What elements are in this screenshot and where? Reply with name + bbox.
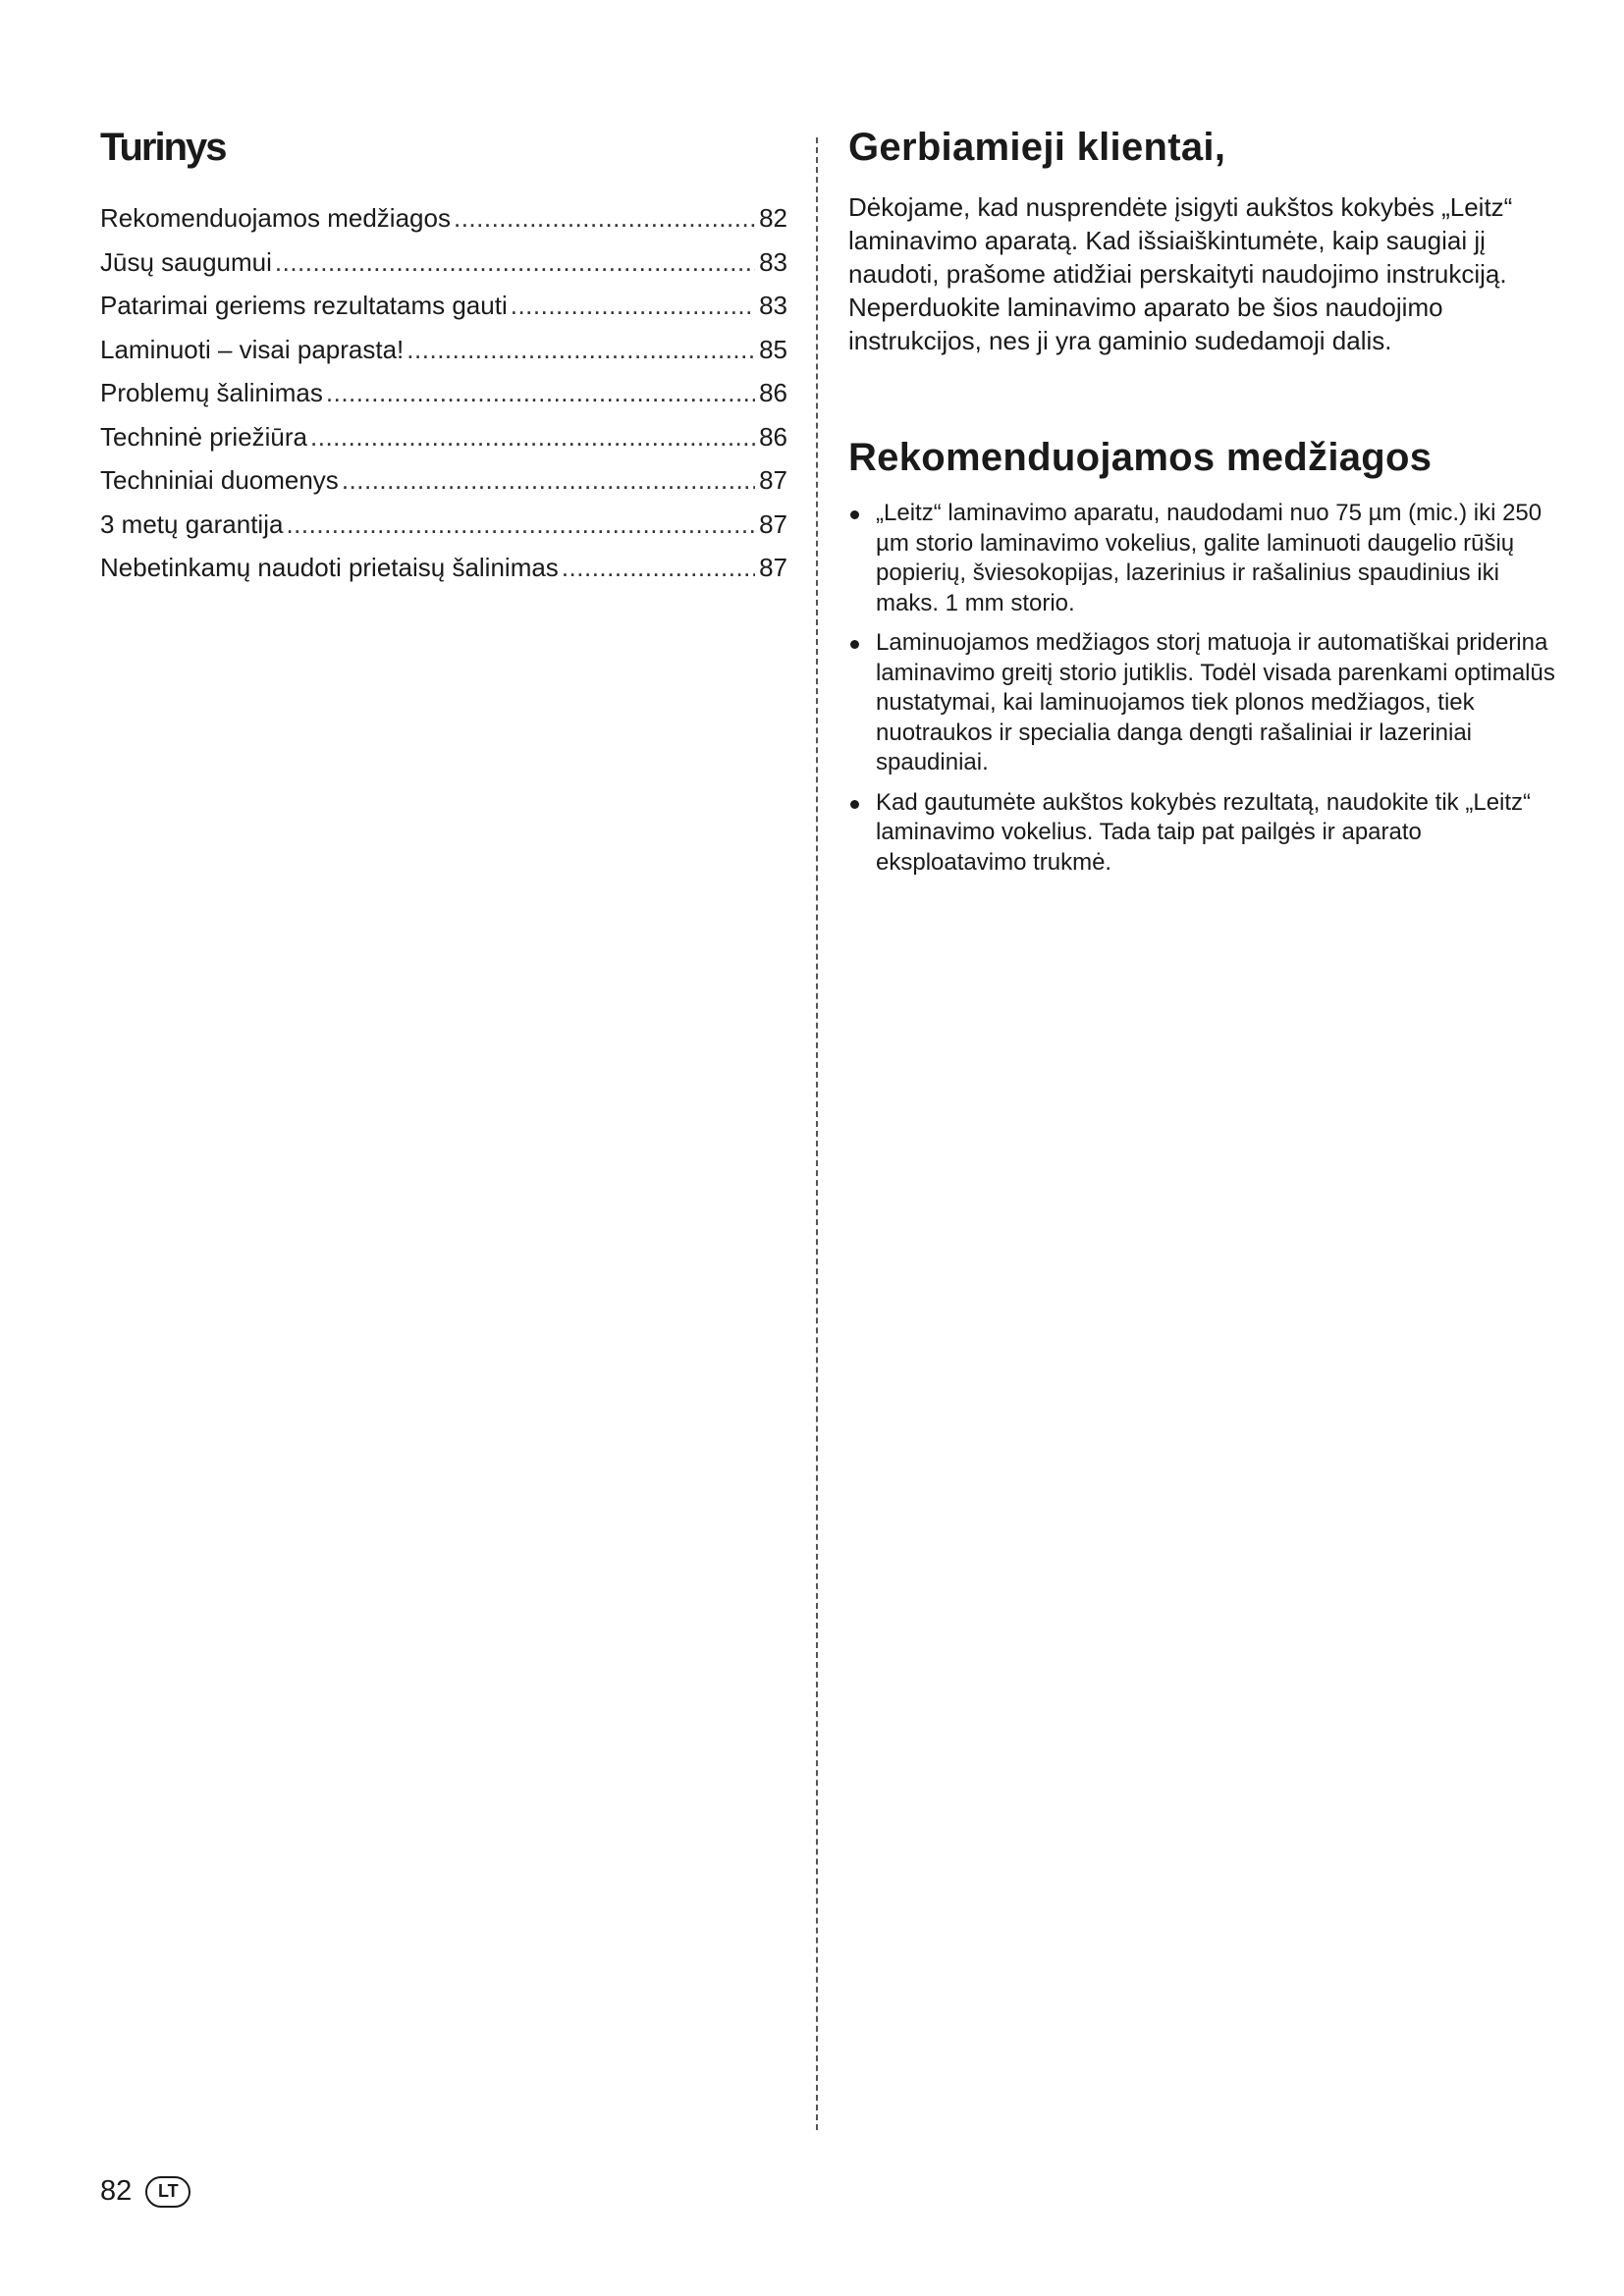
greeting-paragraph: Dėkojame, kad nusprendėte įsigyti aukštos kokybės „Leitz“ laminavimo aparatą. Kad išsiaiškintumėte, kaip saugiai jį naudoti, prašome atidžiai perskaityti naudojimo instrukciją. Neperduokite laminavimo aparato be šios naudojimo instrukcijos, nes ji yra gaminio sudedamoji dalis. [848, 192, 1513, 355]
dot-leader [326, 371, 755, 415]
toc-entry-page: 87 [759, 553, 787, 582]
toc-entry-label: Techniniai duomenys [100, 465, 339, 495]
materials-list-item [848, 788, 1555, 879]
greeting-heading: Gerbiamieji klientai, [848, 126, 1226, 169]
toc-entry [100, 328, 787, 372]
toc-title: Turinys [100, 126, 226, 169]
toc-entry-label: Patarimai geriems rezultatams gauti [100, 291, 508, 320]
toc-entry-page: 83 [759, 291, 787, 320]
bullet-icon [850, 510, 859, 519]
toc-entry-page: 86 [759, 421, 787, 452]
toc-entry-label: Laminuoti – visai paprasta! [100, 334, 405, 364]
toc-entry-page: 86 [759, 378, 787, 407]
dot-leader [275, 240, 755, 285]
materials-list [848, 499, 1555, 878]
dot-leader [454, 196, 755, 240]
toc-entry [100, 371, 787, 415]
toc-entry [100, 415, 787, 459]
materials-list-item-text: Kad gautumėte aukštos kokybės rezultatą, naudokite tik „Leitz“ laminavimo vokelius. Tada taip pat pailgės ir aparato eksploatavimo trukmė. [876, 788, 1532, 876]
materials-list-item-text: „Leitz“ laminavimo aparatu, naudodami nuo 75 µm (mic.) iki 250 µm storio laminavimo vokelius, galite laminuoti daugelio rūšių popierių, šviesokopijas, lazerinius ir rašalinius spaudinius iki maks. 1 mm storio. [876, 500, 1543, 616]
toc-entry-label: Problemų šalinimas [100, 378, 323, 407]
toc-entry [100, 240, 787, 285]
toc-entry [100, 458, 787, 503]
toc-entry-page: 82 [759, 203, 787, 233]
bullet-icon [850, 640, 859, 649]
toc-entry [100, 196, 787, 240]
materials-list-item [848, 628, 1555, 778]
table-of-contents [100, 126, 787, 590]
toc-entry [100, 503, 787, 547]
toc-entry-page: 87 [759, 465, 787, 495]
page-footer [100, 2175, 190, 2208]
toc-entry-label: Rekomenduojamos medžiagos [100, 203, 451, 233]
bullet-icon [850, 800, 859, 809]
toc-list [100, 196, 787, 590]
language-badge: LT [145, 2176, 190, 2208]
materials-list-item [848, 499, 1555, 618]
toc-entry-page: 85 [759, 334, 787, 364]
dot-leader [406, 328, 755, 372]
toc-entry-label: Jūsų saugumui [100, 246, 272, 277]
toc-entry-label: Techninė priežiūra [100, 421, 308, 452]
toc-entry [100, 284, 787, 328]
dot-leader [562, 546, 755, 590]
toc-entry [100, 546, 787, 590]
toc-entry-page: 87 [759, 508, 787, 539]
materials-heading: Rekomenduojamos medžiagos [848, 436, 1433, 479]
dot-leader [342, 458, 755, 503]
page-number: 82 [100, 2175, 133, 2207]
dot-leader [286, 503, 755, 547]
column-divider [816, 137, 818, 2130]
materials-list-item-text: Laminuojamos medžiagos storį matuoja ir automatiškai priderina laminavimo greitį storio jutiklis. Todėl visada parenkami optimalūs nustatymai, kai laminuojamos tiek plonos medžiagos, tiek nuotraukos ir specialia danga dengti rašaliniai ir lazeriniai spaudiniai. [876, 629, 1555, 775]
toc-entry-page: 83 [759, 246, 787, 277]
main-content [848, 126, 1555, 887]
dot-leader [511, 284, 755, 328]
toc-entry-label: 3 metų garantija [100, 508, 284, 539]
toc-entry-label: Nebetinkamų naudoti prietaisų šalinimas [100, 553, 559, 582]
dot-leader [310, 415, 755, 459]
